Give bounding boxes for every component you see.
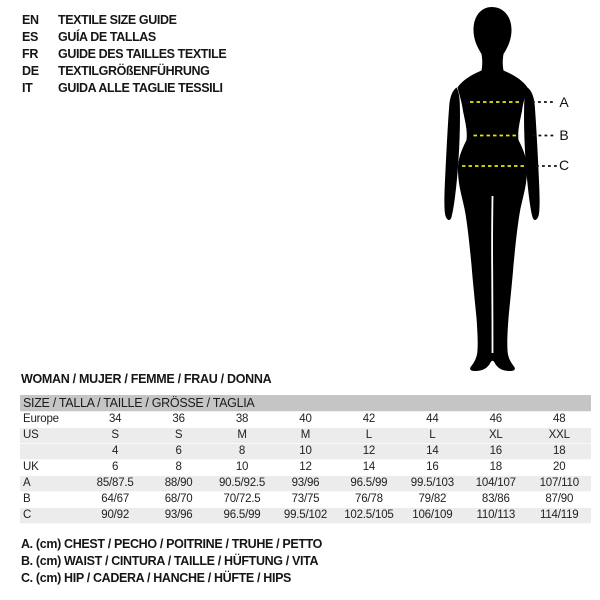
size-cell: 44 bbox=[401, 412, 464, 428]
size-table-row-uk bbox=[20, 460, 591, 476]
size-cell: 8 bbox=[210, 444, 273, 460]
size-cell: 73/75 bbox=[274, 492, 337, 508]
size-cell: 64/67 bbox=[83, 492, 146, 508]
size-cell: 110/113 bbox=[464, 508, 527, 524]
size-cell: 42 bbox=[337, 412, 400, 428]
size-table-row-hip bbox=[20, 508, 591, 524]
size-cell: 8 bbox=[147, 460, 210, 476]
size-cell: 12 bbox=[274, 460, 337, 476]
size-cell: 76/78 bbox=[337, 492, 400, 508]
size-cell: M bbox=[274, 428, 337, 444]
language-label: TEXTILE SIZE GUIDE bbox=[58, 12, 177, 27]
language-list bbox=[22, 11, 226, 96]
size-cell: 18 bbox=[528, 444, 592, 460]
silhouette-right-arm bbox=[524, 88, 540, 220]
language-code: FR bbox=[22, 46, 39, 61]
row-label: A bbox=[20, 476, 83, 492]
language-row bbox=[22, 79, 226, 96]
measure-label-waist: B bbox=[559, 127, 569, 143]
measurement-legend bbox=[21, 537, 322, 588]
size-cell: 6 bbox=[147, 444, 210, 460]
row-label: B bbox=[20, 492, 83, 508]
size-cell: 90/92 bbox=[83, 508, 146, 524]
size-cell: 79/82 bbox=[401, 492, 464, 508]
woman-silhouette-svg bbox=[430, 0, 600, 380]
row-label: Europe bbox=[20, 412, 83, 428]
size-cell: 83/86 bbox=[464, 492, 527, 508]
woman-silhouette-figure bbox=[430, 0, 600, 380]
language-label: TEXTILGRÖßENFÜHRUNG bbox=[58, 63, 210, 78]
size-table-header: SIZE / TALLA / TAILLE / GRÖSSE / TAGLIA bbox=[20, 395, 591, 412]
measure-label-chest: A bbox=[559, 94, 569, 110]
size-cell: 40 bbox=[274, 412, 337, 428]
language-code: ES bbox=[22, 29, 39, 44]
size-cell: 93/96 bbox=[147, 508, 210, 524]
size-table-header-row bbox=[20, 395, 591, 412]
row-label: UK bbox=[20, 460, 83, 476]
size-cell: 16 bbox=[464, 444, 527, 460]
language-label: GUIDE DES TAILLES TEXTILE bbox=[58, 46, 227, 61]
size-cell: 18 bbox=[464, 460, 527, 476]
language-code: EN bbox=[22, 12, 39, 27]
size-cell: 38 bbox=[210, 412, 273, 428]
language-code: IT bbox=[22, 80, 33, 95]
size-cell: 87/90 bbox=[528, 492, 592, 508]
size-table bbox=[20, 395, 591, 524]
size-cell: 10 bbox=[274, 444, 337, 460]
size-table-row-chest bbox=[20, 476, 591, 492]
silhouette-left-arm bbox=[444, 88, 460, 220]
size-cell: 16 bbox=[401, 460, 464, 476]
size-cell: 34 bbox=[83, 412, 146, 428]
measure-label-hip: C bbox=[558, 157, 570, 173]
size-cell: 70/72.5 bbox=[210, 492, 273, 508]
language-row bbox=[22, 28, 226, 45]
size-cell: 102.5/105 bbox=[337, 508, 400, 524]
language-row bbox=[22, 11, 226, 28]
size-cell: 114/119 bbox=[528, 508, 592, 524]
size-cell: 107/110 bbox=[528, 476, 592, 492]
row-label bbox=[20, 444, 83, 460]
size-cell: S bbox=[147, 428, 210, 444]
women-section-title: WOMAN / MUJER / FEMME / FRAU / DONNA bbox=[21, 372, 272, 386]
size-cell: M bbox=[210, 428, 273, 444]
legend-line-chest: A. (cm) CHEST / PECHO / POITRINE / TRUHE / PETTO bbox=[21, 537, 323, 551]
size-cell: 88/90 bbox=[147, 476, 210, 492]
size-table-row-us-numeric bbox=[20, 444, 591, 460]
size-cell: L bbox=[401, 428, 464, 444]
legend-line-waist: B. (cm) WAIST / CINTURA / TAILLE / HÜFTUNG / VITA bbox=[21, 554, 319, 568]
size-table-row-europe bbox=[20, 412, 591, 428]
size-cell: 14 bbox=[401, 444, 464, 460]
size-cell: XL bbox=[464, 428, 527, 444]
size-cell: 48 bbox=[528, 412, 592, 428]
size-cell: L bbox=[337, 428, 400, 444]
row-label: US bbox=[20, 428, 83, 444]
legend-line-hip: C. (cm) HIP / CADERA / HANCHE / HÜFTE / HIPS bbox=[21, 571, 292, 585]
size-cell: 96.5/99 bbox=[337, 476, 400, 492]
size-cell: XXL bbox=[528, 428, 592, 444]
size-cell: 99.5/103 bbox=[401, 476, 464, 492]
size-cell: 104/107 bbox=[464, 476, 527, 492]
language-label: GUIDA ALLE TAGLIE TESSILI bbox=[58, 80, 223, 95]
size-table-row-waist bbox=[20, 492, 591, 508]
language-row bbox=[22, 62, 226, 79]
size-cell: 14 bbox=[337, 460, 400, 476]
size-cell: S bbox=[83, 428, 146, 444]
row-label: C bbox=[20, 508, 83, 524]
size-cell: 6 bbox=[83, 460, 146, 476]
size-cell: 46 bbox=[464, 412, 527, 428]
size-cell: 20 bbox=[528, 460, 592, 476]
language-label: GUÍA DE TALLAS bbox=[58, 29, 156, 44]
size-cell: 12 bbox=[337, 444, 400, 460]
size-cell: 106/109 bbox=[401, 508, 464, 524]
size-cell: 93/96 bbox=[274, 476, 337, 492]
size-cell: 85/87.5 bbox=[83, 476, 146, 492]
language-row bbox=[22, 45, 226, 62]
language-code: DE bbox=[22, 63, 39, 78]
size-cell: 4 bbox=[83, 444, 146, 460]
size-cell: 68/70 bbox=[147, 492, 210, 508]
size-table-row-us bbox=[20, 428, 591, 444]
size-cell: 10 bbox=[210, 460, 273, 476]
size-cell: 96.5/99 bbox=[210, 508, 273, 524]
size-cell: 36 bbox=[147, 412, 210, 428]
size-cell: 99.5/102 bbox=[274, 508, 337, 524]
size-cell: 90.5/92.5 bbox=[210, 476, 273, 492]
